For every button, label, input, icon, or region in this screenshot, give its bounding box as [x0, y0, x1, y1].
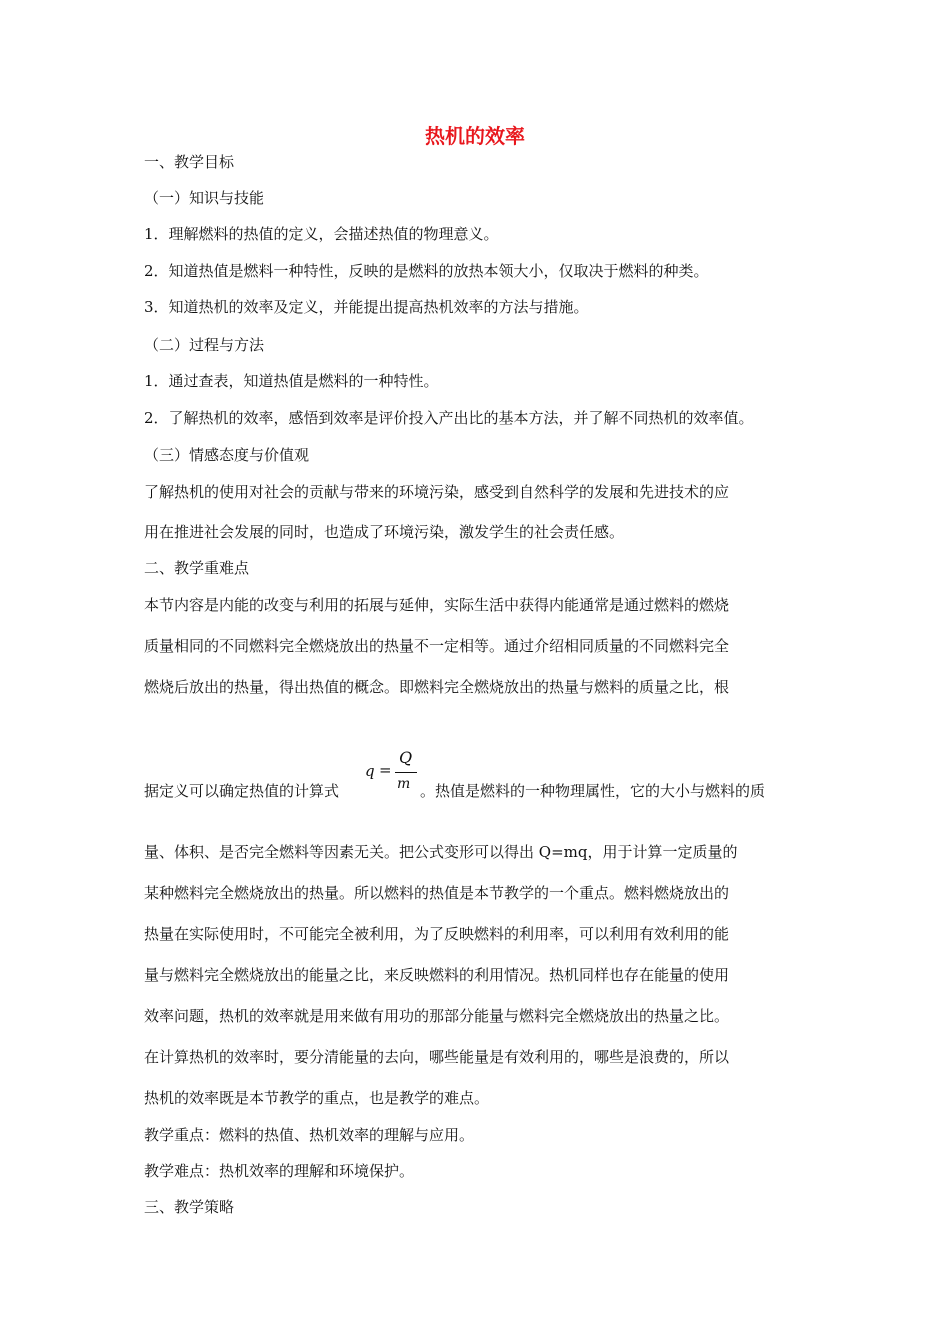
- paragraph-line: 用在推进社会发展的同时，也造成了环境污染，激发学生的社会责任感。: [144, 523, 625, 541]
- section-heading-key-points: 二、教学重难点: [144, 559, 250, 577]
- paragraph-line: 1．理解燃料的热值的定义，会描述热值的物理意义。: [144, 225, 499, 243]
- paragraph-line: 质量相同的不同燃料完全燃烧放出的热量不一定相等。通过介绍相同质量的不同燃料完全: [144, 637, 730, 655]
- subsection-emotion-values: （三）情感态度与价值观: [144, 446, 310, 464]
- paragraph-line: 了解热机的使用对社会的贡献与带来的环境污染，感受到自然科学的发展和先进技术的应: [144, 483, 730, 501]
- paragraph-line: 热量在实际使用时，不可能完全被利用，为了反映燃料的利用率，可以利用有效利用的能: [144, 925, 730, 943]
- formula-denominator: m: [397, 776, 411, 792]
- paragraph-line: 在计算热机的效率时，要分清能量的去向，哪些能量是有效利用的，哪些是浪费的，所以: [144, 1048, 730, 1066]
- paragraph-line: 据定义可以确定热值的计算式: [144, 782, 340, 800]
- key-point-line: 教学重点：燃料的热值、热机效率的理解与应用。: [144, 1126, 475, 1144]
- paragraph-line: 1．通过查表，知道热值是燃料的一种特性。: [144, 372, 439, 390]
- section-heading-strategy: 三、教学策略: [144, 1198, 235, 1216]
- paragraph-line: 3．知道热机的效率及定义，并能提出提高热机效率的方法与措施。: [144, 298, 589, 316]
- fraction-bar: [395, 772, 417, 773]
- paragraph-line: 本节内容是内能的改变与利用的拓展与延伸，实际生活中获得内能通常是通过燃料的燃烧: [144, 596, 730, 614]
- subsection-process-method: （二）过程与方法: [144, 336, 265, 354]
- paragraph-line: 量与燃料完全燃烧放出的能量之比，来反映燃料的利用情况。热机同样也存在能量的使用: [144, 966, 730, 984]
- formula-equals: =: [379, 761, 392, 779]
- formula-numerator: Q: [399, 748, 413, 767]
- heat-value-formula: [363, 748, 425, 798]
- paragraph-line: 2．了解热机的效率，感悟到效率是评价投入产出比的基本方法，并了解不同热机的效率值。: [144, 409, 754, 427]
- paragraph-line: 燃烧后放出的热量，得出热值的概念。即燃料完全燃烧放出的热量与燃料的质量之比，根: [144, 678, 730, 696]
- paragraph-line: 。热值是燃料的一种物理属性，它的大小与燃料的质: [420, 782, 766, 800]
- section-heading-objectives: 一、教学目标: [144, 153, 235, 171]
- paragraph-line: 热机的效率既是本节教学的重点，也是教学的难点。: [144, 1089, 490, 1107]
- page-title: 热机的效率: [425, 124, 525, 148]
- paragraph-line: 某种燃料完全燃烧放出的热量。所以燃料的热值是本节教学的一个重点。燃料燃烧放出的: [144, 884, 730, 902]
- paragraph-line: 效率问题，热机的效率就是用来做有用功的那部分能量与燃料完全燃烧放出的热量之比。: [144, 1007, 730, 1025]
- formula-lhs: q: [365, 762, 375, 780]
- subsection-knowledge-skills: （一）知识与技能: [144, 189, 265, 207]
- paragraph-line: 量、体积、是否完全燃料等因素无关。把公式变形可以得出 Q=mq，用于计算一定质量的: [144, 843, 738, 861]
- paragraph-line: 2．知道热值是燃料一种特性，反映的是燃料的放热本领大小，仅取决于燃料的种类。: [144, 262, 709, 280]
- difficulty-line: 教学难点：热机效率的理解和环境保护。: [144, 1162, 415, 1180]
